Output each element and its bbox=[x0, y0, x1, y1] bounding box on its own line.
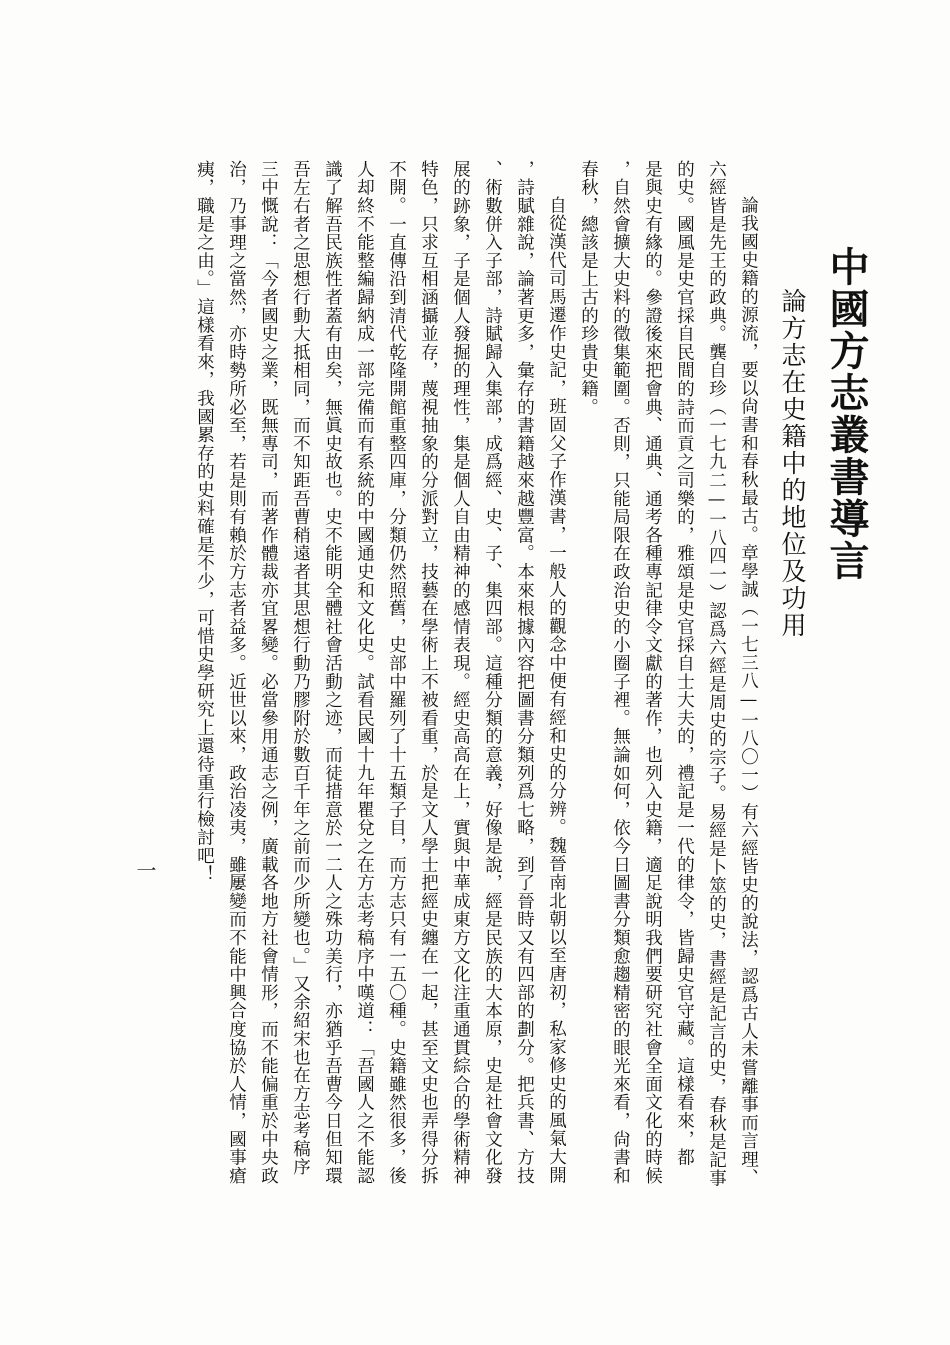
paragraph-2-line-12: 痍，職是之由。」這樣看來，我國累存的史料確是不少，可惜史學研究上還待重行檢討吧！ bbox=[194, 160, 215, 884]
page-number: 一 bbox=[133, 860, 157, 880]
paragraph-2-line-8: 識了解吾民族性者蓋有由矣，無眞史故也。史不能明全體社會活動之迹，而徒措意於一二人之殊功美行，亦猶乎吾曹今日但知環 bbox=[322, 160, 343, 1185]
paragraph-2-line-3: 、術數併入子部，詩賦歸入集部，成爲經、史、子、集四部。這種分類的意義，好像是說，經是民族的大本原，史是社會文化發 bbox=[482, 160, 503, 1185]
paragraph-2-line-10: 三中慨說：「今者國史之業，既無專司，而著作體裁亦宜畧變。必當參用通志之例，廣載各地方社會情形，而不能偏重於中央政 bbox=[258, 160, 279, 1185]
paragraph-1-line-2: 六經皆是先王的政典。龔自珍（一七九二—一八四一）認爲六經是周史的宗子。易經是卜筮的史，書經是記言的史，春秋是記事 bbox=[706, 160, 727, 1188]
paragraph-2-line-6: 不開。一直傳沿到清代乾隆開館重整四庫，分類仍然照舊，史部中羅列了十五類子目，而方志只有一五〇種。史籍雖然很多，後 bbox=[386, 160, 407, 1185]
paragraph-2-line-4: 展的跡象，子是個人發掘的理性，集是個人自由精神的感情表現。經史高高在上，實與中華成東方文化注重通貫綜合的學術精神 bbox=[450, 160, 471, 1185]
paragraph-2-line-5: 特色，只求互相涵攝並存，蔑視抽象的分派對立，技藝在學術上不被看重，於是文人學士把經史纏在一起，甚至文史也弄得分拆 bbox=[418, 160, 439, 1185]
paragraph-2-line-2: ，詩賦雜說，論著更多，彙存的書籍越來越豐富。本來根據內容把圖書分類列爲七略，到了晉時又有四部的劃分。把兵書、方技 bbox=[514, 160, 535, 1185]
paragraph-2-line-1: 自從漢代司馬遷作史記，班固父子作漢書，一般人的觀念中便有經和史的分辨。魏晉南北朝以至唐初，私家修史的風氣大開 bbox=[546, 196, 567, 1185]
paragraph-1-line-1: 論我國史籍的源流，要以尙書和春秋最古。章學誠（一七三八—一八〇一）有六經皆史的說法，認爲古人未嘗離事而言理、 bbox=[738, 196, 759, 1187]
page-title: 中國方志叢書導言 bbox=[823, 246, 870, 582]
paragraph-1-line-4: 是與史有緣的。參證後來把會典、通典、通考各種專記律令文獻的著作，也列入史籍，適足說明我們要研究社會全面文化的時候 bbox=[642, 160, 663, 1185]
paragraph-1-line-5: ，自然會擴大史料的徵集範圍。否則，只能局限在政治史的小圈子裡。無論如何，依今日圖書分類愈趨精密的眼光來看，尙書和 bbox=[610, 160, 631, 1185]
paragraph-1-line-3: 的史。國風是史官採自民間的詩而貢之司樂的，雅頌是史官採自士大夫的，禮記是一代的律令，皆歸史官守藏。這樣看來，都 bbox=[674, 160, 695, 1167]
paragraph-1-line-6: 春秋，總該是上古的珍貴史籍。 bbox=[578, 160, 599, 417]
paragraph-2-line-11: 治，乃事理之當然，亦時勢所必至，若是則有賴於方志者益多。近世以來，政治凌夷，雖屢變而不能中興合度協於人情，國事瘡 bbox=[226, 160, 247, 1185]
paragraph-2-line-7: 人却終不能整編歸納成一部完備而有系統的中國通史和文化史。試看民國十九年瞿兌之在方志考稿序中嘆道：「吾國人之不能認 bbox=[354, 160, 375, 1185]
page-subtitle: 論方志在史籍中的地位及功用 bbox=[778, 288, 807, 639]
paragraph-2-line-9: 吾左右者之思想行動大抵相同，而不知距吾曹稍遠者其思想行動乃膠附於數百千年之前而少所變也。」又余紹宋也在方志考稿序 bbox=[290, 160, 311, 1177]
